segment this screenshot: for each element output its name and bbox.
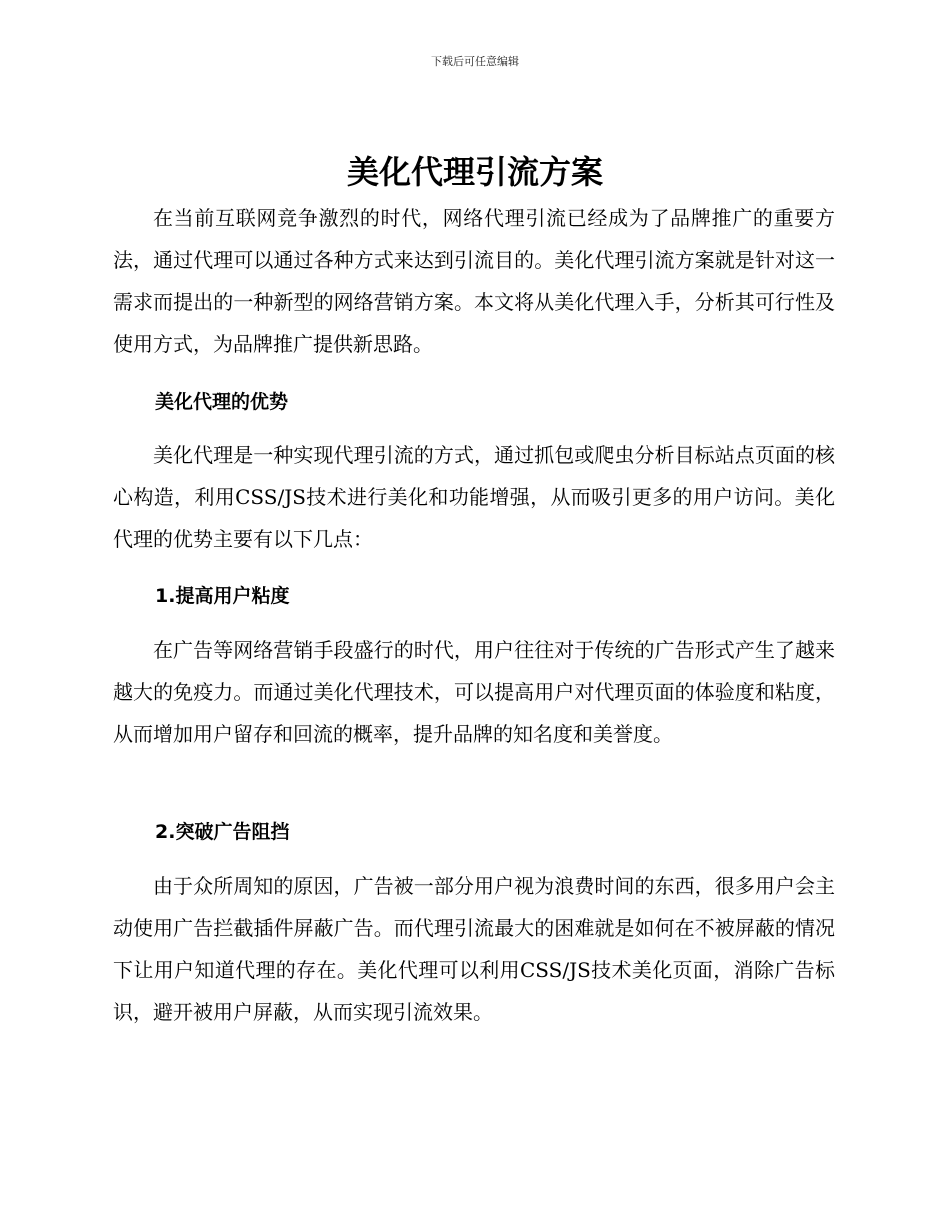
heading-advantages: 美化代理的优势 (155, 391, 289, 413)
stickiness-paragraph: 在广告等网络营销手段盛行的时代，用户往往对于传统的广告形式产生了越来越大的免疫力。而通过美化代理技术，可以提高用户对代理页面的体验度和粘度，从而增加用户留存和回流的概率，提升品牌的知名度和美誉度。 (113, 638, 835, 746)
header-note: 下载后可任意编辑 (431, 55, 519, 68)
advantages-paragraph: 美化代理是一种实现代理引流的方式，通过抓包或爬虫分析目标站点页面的核心构造，利用CSS/JS技术进行美化和功能增强，从而吸引更多的用户访问。美化代理的优势主要有以下几点： (113, 443, 835, 551)
document-title: 美化代理引流方案 (346, 153, 603, 191)
heading-ad-block: 2.突破广告阻挡 (155, 821, 290, 843)
ad-block-paragraph: 由于众所周知的原因，广告被一部分用户视为浪费时间的东西，很多用户会主动使用广告拦截插件屏蔽广告。而代理引流最大的困难就是如何在不被屏蔽的情况下让用户知道代理的存在。美化代理可以利用CSS/JS技术美化页面，消除广告标识，避开被用户屏蔽，从而实现引流效果。 (113, 874, 835, 1024)
intro-paragraph: 在当前互联网竞争激烈的时代，网络代理引流已经成为了品牌推广的重要方法，通过代理可以通过各种方式来达到引流目的。美化代理引流方案就是针对这一需求而提出的一种新型的网络营销方案。本文将从美化代理入手，分析其可行性及使用方式，为品牌推广提供新思路。 (113, 206, 835, 356)
heading-user-stickiness: 1.提高用户粘度 (155, 585, 290, 607)
